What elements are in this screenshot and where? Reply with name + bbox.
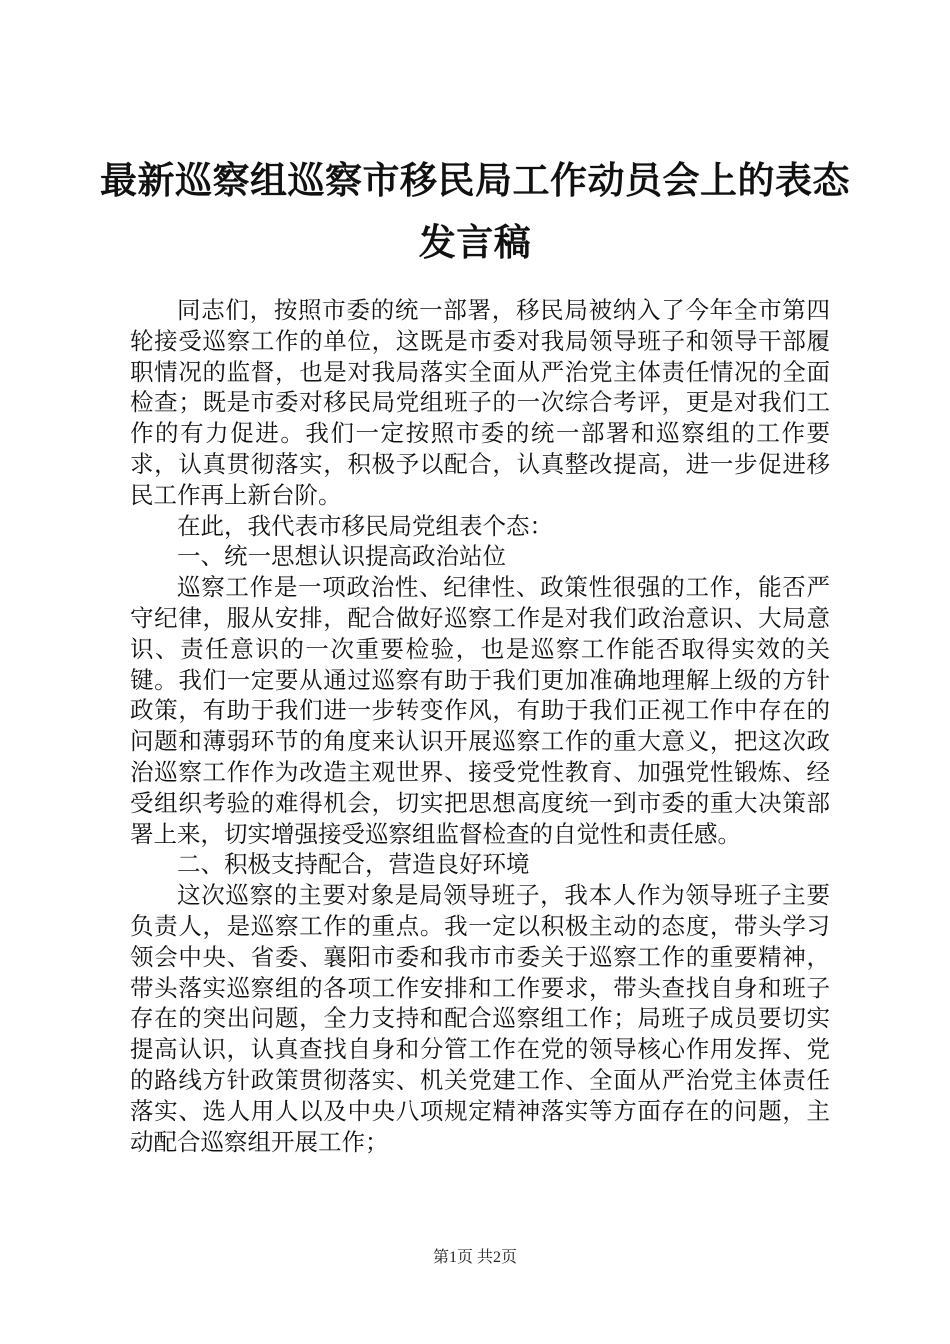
document-title-line-1: 最新巡察组巡察市移民局工作动员会上的表态: [100, 158, 850, 202]
document-title-line-2: 发言稿: [418, 220, 532, 264]
page-footer: 第1页 共2页: [432, 1249, 517, 1266]
section-heading-2: 二、积极支持配合，营造良好环境: [177, 850, 530, 879]
paragraph-section-1: 巡察工作是一项政治性、纪律性、政策性很强的工作，能否严守纪律，服从安排，配合做好巡察工作是对我们政治意识、大局意识、责任意识的一次重要检验，也是巡察工作能否取得实效的关键。我们一定要从通过巡察有助于我们更加准确地理解上级的方针政策，有助于我们进一步转变作风，有助于我们正视工作中存在的问题和薄弱环节的角度来认识开展巡察工作的重大意义，把这次政治巡察工作作为改造主观世界、接受党性教育、加强党性锻炼、经受组织考验的难得机会，切实把思想高度统一到市委的重大决策部署上来，切实增强接受巡察组监督检查的自觉性和责任感。: [130, 573, 830, 848]
paragraph-statement: 在此，我代表市移民局党组表个态：: [177, 511, 553, 540]
section-heading-1: 一、统一思想认识提高政治站位: [177, 542, 506, 571]
paragraph-section-2: 这次巡察的主要对象是局领导班子，我本人作为领导班子主要负责人，是巡察工作的重点。我一定以积极主动的态度，带头学习领会中央、省委、襄阳市委和我市市委关于巡察工作的重要精神，带头落实巡察组的各项工作安排和工作要求，带头查找自身和班子存在的突出问题，全力支持和配合巡察组工作；局班子成员要切实提高认识，认真查找自身和分管工作在党的领导核心作用发挥、党的路线方针政策贯彻落实、机关党建工作、全面从严治党主体责任落实、选人用人以及中央八项规定精神落实等方面存在的问题，主动配合巡察组开展工作；: [130, 881, 830, 1156]
document-body: [130, 295, 830, 1157]
paragraph-intro: 同志们，按照市委的统一部署，移民局被纳入了今年全市第四轮接受巡察工作的单位，这既是市委对我局领导班子和领导干部履职情况的监督，也是对我局落实全面从严治党主体责任情况的全面检查；既是市委对移民局党组班子的一次综合考评，更是对我们工作的有力促进。我们一定按照市委的统一部署和巡察组的工作要求，认真贯彻落实，积极予以配合，认真整改提高，进一步促进移民工作再上新台阶。: [130, 296, 830, 509]
